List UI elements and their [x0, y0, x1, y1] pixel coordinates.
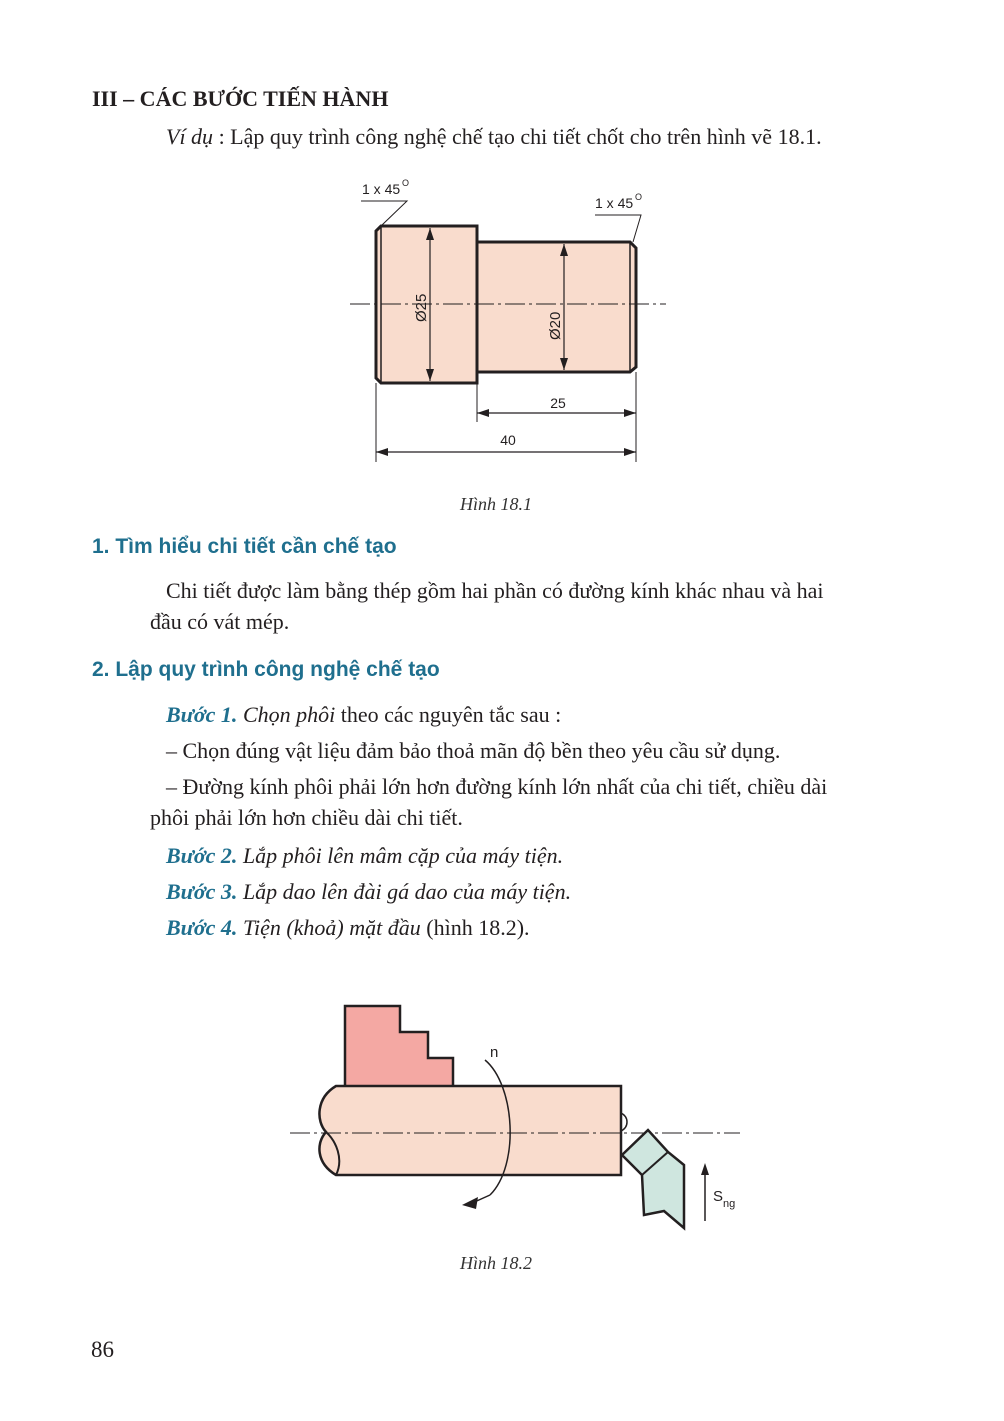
- figure-18-1: [330, 170, 680, 470]
- dim-diameter-large: Ø25: [413, 293, 430, 322]
- dim-length-small: 25: [550, 395, 566, 411]
- figure-18-1-caption: Hình 18.1: [460, 494, 532, 514]
- section-title: III – CÁC BƯỚC TIẾN HÀNH: [92, 86, 389, 111]
- step-4: Bước 4. Tiện (khoả) mặt đầu (hình 18.2).: [166, 915, 530, 940]
- dim-length-total: 40: [500, 432, 516, 448]
- chamfer-right-leader: [595, 215, 641, 242]
- bullet-1: – Chọn đúng vật liệu đảm bảo thoả mãn độ bền theo yêu cầu sử dụng.: [166, 738, 781, 763]
- step-2: Bước 2. Lắp phôi lên mâm cặp của máy tiện.: [166, 843, 564, 868]
- chuck-jaw: [345, 1006, 453, 1087]
- workpiece: [319, 1086, 621, 1175]
- example-line: [166, 124, 822, 150]
- svg-text:O: O: [402, 178, 410, 188]
- step-1-label: Bước 1.: [166, 702, 238, 727]
- example-text: : Lập quy trình công nghệ chế tạo chi tiết chốt cho trên hình vẽ 18.1.: [218, 124, 822, 149]
- feed-label: S: [713, 1188, 724, 1205]
- figure-18-2: [280, 995, 760, 1240]
- step-1: Bước 1. Chọn phôi theo các nguyên tắc sau :: [166, 702, 562, 727]
- page-number: 86: [91, 1337, 114, 1362]
- cutting-tool: [622, 1130, 684, 1228]
- subsection-1-para-line2: đầu có vát mép.: [150, 609, 290, 634]
- dim-diameter-small: Ø20: [547, 311, 564, 340]
- subsection-2-title: 2. Lập quy trình công nghệ chế tạo: [92, 658, 440, 681]
- svg-text:ng: ng: [723, 1198, 736, 1210]
- chamfer-right-label: 1 x 45: [595, 195, 634, 211]
- subsection-1-title: 1. Tìm hiểu chi tiết cần chế tạo: [92, 535, 397, 558]
- bullet-2-line2: phôi phải lớn hơn chiều dài chi tiết.: [150, 805, 463, 830]
- chamfer-left-leader: [361, 201, 407, 226]
- svg-text:O: O: [635, 192, 643, 202]
- pin-small-section: [477, 242, 636, 372]
- rotation-label: n: [490, 1044, 499, 1061]
- example-label: Ví dụ: [166, 124, 214, 149]
- bullet-2-line1: – Đường kính phôi phải lớn hơn đường kính lớn nhất của chi tiết, chiều dài: [166, 774, 828, 799]
- figure-18-2-caption: Hình 18.2: [460, 1253, 532, 1273]
- step-3: Bước 3. Lắp dao lên đài gá dao của máy tiện.: [166, 879, 572, 904]
- subsection-1-para-line1: Chi tiết được làm bằng thép gồm hai phần có đường kính khác nhau và hai: [166, 578, 824, 603]
- chamfer-left-label: 1 x 45: [362, 181, 401, 197]
